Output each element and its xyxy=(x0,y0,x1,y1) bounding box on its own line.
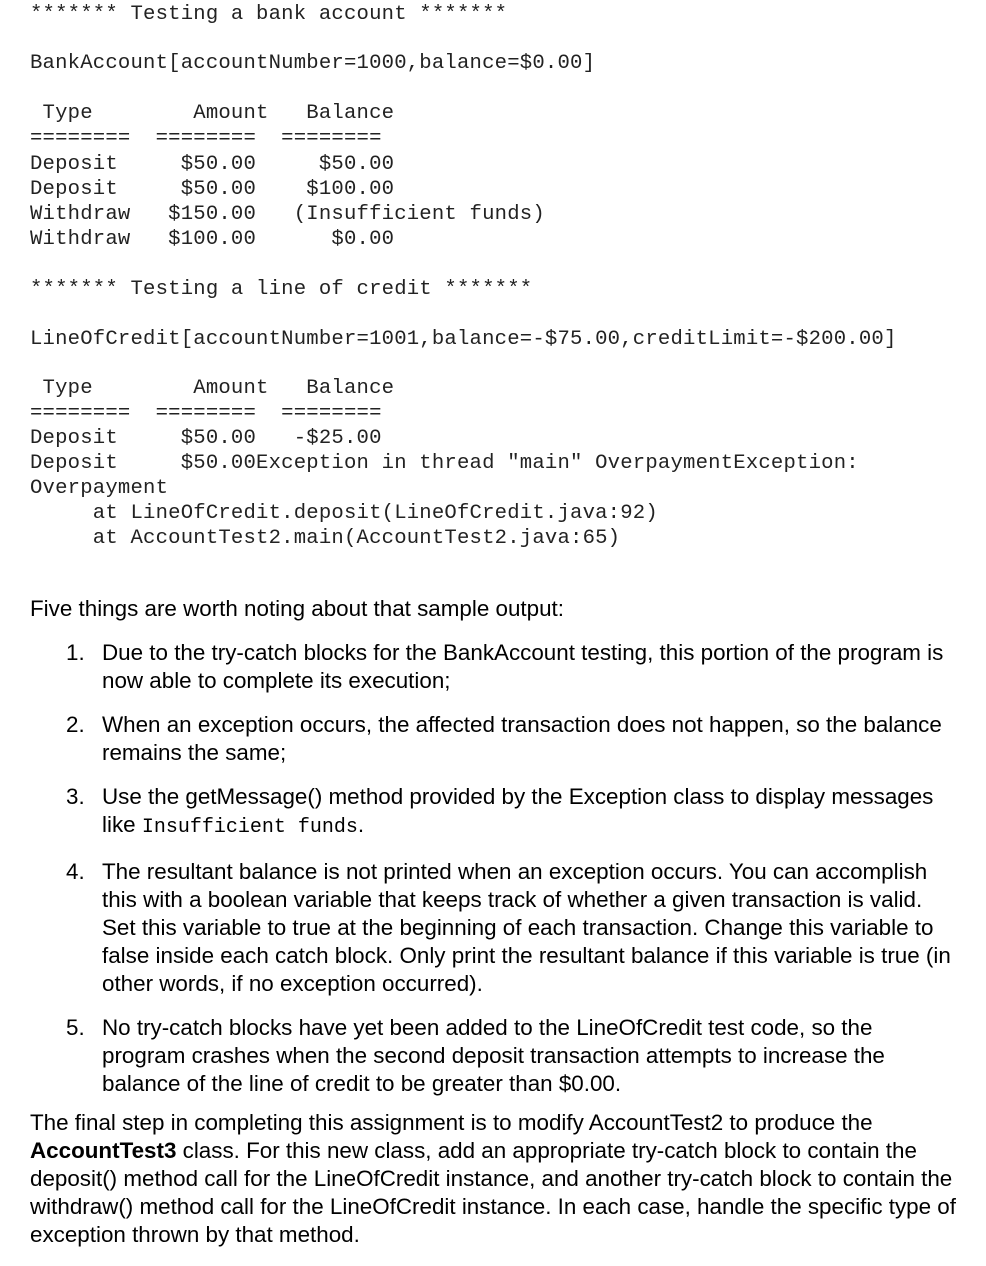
credit-row: Deposit $50.00 -$25.00 xyxy=(30,427,382,450)
list-text-end: . xyxy=(357,812,365,837)
list-number: 2. xyxy=(66,712,85,737)
credit-table-separator: ======== ======== ======== xyxy=(30,402,382,425)
code-snippet: Insufficient funds xyxy=(141,816,358,839)
list-number: 5. xyxy=(66,1015,85,1040)
bank-row: Withdraw $150.00 (Insufficient funds) xyxy=(30,203,545,226)
bank-row: Deposit $50.00 $100.00 xyxy=(30,178,395,201)
bank-test-header: ******* Testing a bank account ******* xyxy=(30,3,508,26)
bank-table-header: Type Amount Balance xyxy=(30,102,395,125)
final-text-end: class. For this new class, add an appropriate try-catch block to contain the deposit() method call for the LineOfCredit instance, and another try-catch block to contain the withdraw() method call for the LineOfCredit instance. In each case, handle the specific type of exception thrown by that method. xyxy=(30,1138,956,1247)
list-text: When an exception occurs, the affected transaction does not happen, so the balance remains the same; xyxy=(102,712,942,765)
notes-intro: Five things are worth noting about that sample output: xyxy=(30,596,564,621)
credit-row: Overpayment xyxy=(30,477,169,500)
list-number: 4. xyxy=(66,859,85,884)
list-item xyxy=(66,639,956,695)
list-text: Use the getMessage() method provided by the Exception class to display messages like xyxy=(102,784,934,837)
notes-list xyxy=(66,639,956,1114)
list-item xyxy=(66,858,956,998)
list-text: Due to the try-catch blocks for the BankAccount testing, this portion of the program is now able to complete its execution; xyxy=(102,640,944,693)
credit-table-header: Type Amount Balance xyxy=(30,377,395,400)
class-name-bold: AccountTest3 xyxy=(30,1138,177,1163)
list-item xyxy=(66,783,956,842)
bank-row: Deposit $50.00 $50.00 xyxy=(30,153,395,176)
list-number: 3. xyxy=(66,784,85,809)
list-item xyxy=(66,1014,956,1098)
bank-row: Withdraw $100.00 $0.00 xyxy=(30,228,395,251)
credit-account-summary: LineOfCredit[accountNumber=1001,balance=-$75.00,creditLimit=-$200.00] xyxy=(30,328,897,351)
credit-test-header: ******* Testing a line of credit ******* xyxy=(30,278,533,301)
list-number: 1. xyxy=(66,640,85,665)
list-text: The resultant balance is not printed when an exception occurs. You can accomplish this with a boolean variable that keeps track of whether a given transaction is valid. Set this variable to true at the beginning of each transaction. Change this variable to false inside each catch block. Only print the resultant balance if this variable is true (in other words, if no exception occurred). xyxy=(102,859,951,996)
stack-trace-line: at LineOfCredit.deposit(LineOfCredit.java:92) xyxy=(30,502,658,525)
final-paragraph xyxy=(30,1109,960,1249)
credit-row: Deposit $50.00Exception in thread "main" OverpaymentException: xyxy=(30,452,859,475)
bank-account-summary: BankAccount[accountNumber=1000,balance=$0.00] xyxy=(30,52,596,75)
final-text: The final step in completing this assignment is to modify AccountTest2 to produce the xyxy=(30,1110,873,1135)
bank-table-separator: ======== ======== ======== xyxy=(30,127,382,150)
list-item xyxy=(66,711,956,767)
list-text: No try-catch blocks have yet been added to the LineOfCredit test code, so the program crashes when the second deposit transaction attempts to increase the balance of the line of credit to be greater than $0.00. xyxy=(102,1015,885,1096)
stack-trace-line: at AccountTest2.main(AccountTest2.java:65) xyxy=(30,527,621,550)
